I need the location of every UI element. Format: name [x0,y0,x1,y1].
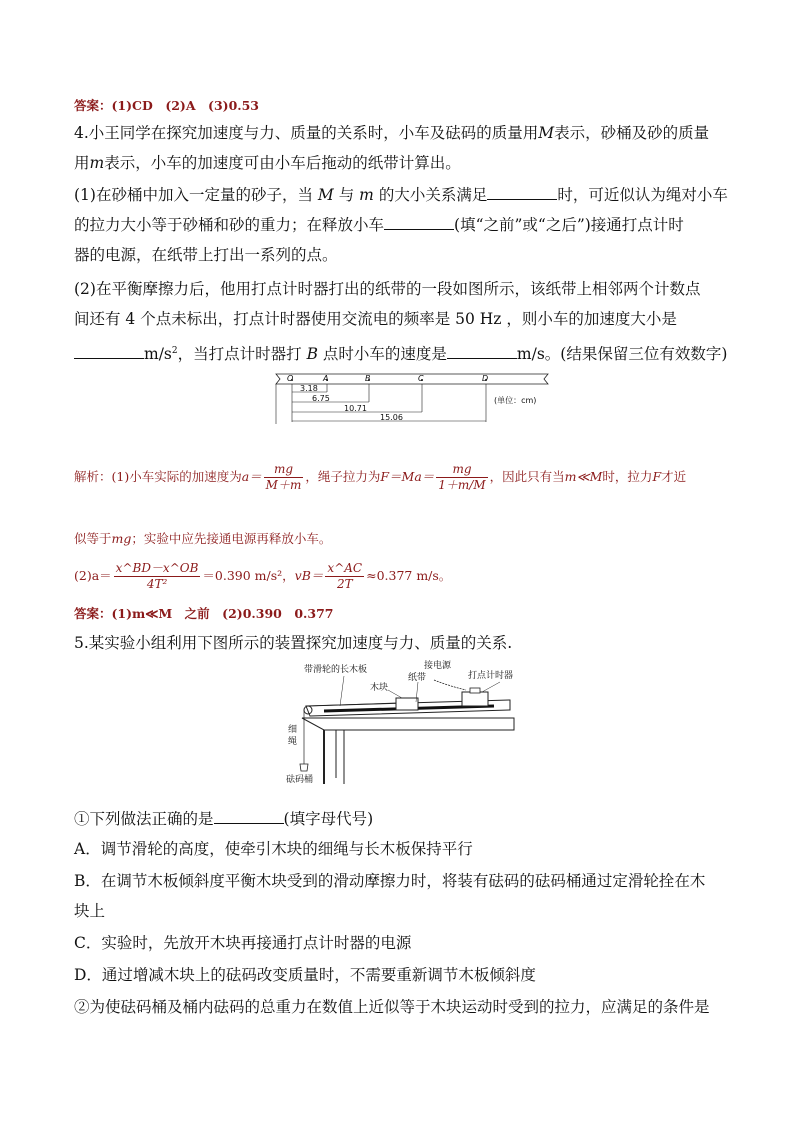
text: ①下列做法正确的是 [74,810,214,828]
text: ；实验中应先接通电源再释放小车。 [131,531,332,546]
q4-part2-line3: $m/s^2$，当打点计时器打 B 点时小车的速度是 m/s。(结果保留三位有效数字) [74,340,724,365]
label-bucket: 砝码桶 [286,775,314,784]
text: ，当打点计时器打 [177,345,302,364]
fraction: $\frac{mg}{M+m}$ [265,462,302,492]
q5-sub2: ②为使砝码桶及桶内砝码的总重力在数值上近似等于木块运动时受到的拉力，应满足的条件是 [74,998,710,1016]
tape-dim-OB: 6.75 [312,394,330,403]
q5-option-b-line1: B．在调节木板倾斜度平衡木块受到的滑动摩擦力时，将装有砝码的砝码桶通过定滑轮拴在木 [74,872,706,890]
text: 用 [74,154,90,172]
q5-option-a: A．调节滑轮的高度，使牵引木块的细绳与长木板保持平行 [74,840,473,858]
answer-q4: 答案：(1)m≪M 之前 (2)0.390 0.377 [74,606,334,621]
text: (填字母代号) [283,810,374,828]
paper-tape-figure [272,370,552,426]
q4-stem-line2 [74,152,724,174]
q4-solution-line1 [74,460,724,500]
text: (填“之前”或“之后”)接通打点计时 [454,216,684,234]
q4-part2-line1: (2)在平衡摩擦力后，他用打点计时器打出的纸带的一段如图所示，该纸带上相邻两个计数点 [74,280,701,298]
tape-dim-OC: 10.71 [344,404,367,413]
formula: mg [111,531,132,546]
var-m: m [359,186,374,204]
text: ，因此只有当 [489,469,565,484]
text: ＝0.390 m/s²， [202,568,295,583]
answer-blank[interactable] [487,185,557,200]
text: 的拉力大小等于砂桶和砂的重力；在释放小车 [74,216,385,234]
text: m/s [144,345,172,364]
var-m: m [89,154,105,172]
text: 与 [338,186,355,204]
var-M: M [538,124,555,142]
answer-blank[interactable] [384,215,454,230]
tape-point-B: B [365,374,371,383]
text: 解析：(1)小车实际的加速度为 [74,469,242,484]
tape-point-O: O [287,374,294,383]
label-rope-2: 绳 [288,737,298,747]
text: 才近 [661,469,687,484]
formula: a＝ [241,469,262,484]
formula: F＝Ma＝ [380,469,435,484]
q4-solution-line3 [74,560,724,594]
fraction: $\frac{mg}{1+m/M}$ [438,462,486,492]
label-tape: 纸带 [408,673,427,683]
text: 表示，小车的加速度可由小车后拖动的纸带计算出。 [104,154,461,172]
q4-solution-line2 [74,528,724,550]
tape-point-C: C [418,374,424,383]
answer-blank[interactable] [214,809,284,824]
text: m/s。(结果保留三位有效数字) [516,345,728,364]
tape-unit: (单位：cm) [494,396,537,405]
q4-stem-line1 [74,122,724,144]
text: 的大小关系满足 [378,186,488,204]
q5-option-b-line2: 块上 [74,902,106,920]
label-timer: 打点计时器 [468,671,514,681]
text: (1)在砂桶中加入一定量的砂子，当 [74,186,313,204]
q4-part1-line1 [74,184,728,206]
formula: (2)a＝ [74,568,112,583]
var-M: M [317,186,334,204]
label-power: 接电源 [424,661,452,671]
tape-dim-OA: 3.18 [300,384,318,393]
text: 时，拉力 [602,469,653,484]
fraction: $\frac{x\^{}BD-x\^{}OB}{\text{4T²}}$ [115,561,199,591]
text: 似等于 [74,531,112,546]
tape-point-A: A [323,374,329,383]
text: 4.小王同学在探究加速度与力、质量的关系时，小车及砝码的质量用 [74,124,539,142]
tape-dim-OD: 15.06 [380,413,403,422]
q4-part1-line3: 器的电源，在纸带上打出一系列的点。 [74,246,338,264]
apparatus-figure [284,660,520,784]
fraction: $\frac{x\^{}AC}{2T}$ [327,561,363,591]
q4-part1-line2 [74,214,724,236]
q5-sub1 [74,808,724,830]
tape-point-D: D [482,374,489,383]
q5-option-c: C．实验时，先放开木块再接通打点计时器的电源 [74,934,412,952]
q4-part2-line2: 间还有 4 个点未标出，打点计时器使用交流电的频率是 50 Hz ，则小车的加速度大小是 [74,310,677,328]
text: ，绳子拉力为 [305,469,381,484]
var-F: F [652,469,662,484]
formula: m≪M [564,469,603,484]
answer-q3: 答案：(1)CD (2)A (3)0.53 [74,98,260,113]
q5-option-d: D．通过增减木块上的砝码改变质量时，不需要重新调节木板倾斜度 [74,966,536,984]
text: 点时小车的速度是 [322,345,447,364]
label-board: 带滑轮的长木板 [304,665,368,675]
label-rope-1: 细 [288,725,298,735]
q5-stem: 5.某实验小组利用下图所示的装置探究加速度与力、质量的关系. [74,634,513,652]
var-B: B [306,345,318,364]
answer-blank[interactable] [447,344,517,359]
answer-blank[interactable] [74,344,144,359]
label-block: 木块 [370,683,389,693]
text: ≈0.377 m/s。 [366,568,452,583]
text: 表示，砂桶及砂的质量 [554,124,710,142]
formula: vB＝ [294,568,324,583]
text: 时，可近似认为绳对小车 [557,186,728,204]
